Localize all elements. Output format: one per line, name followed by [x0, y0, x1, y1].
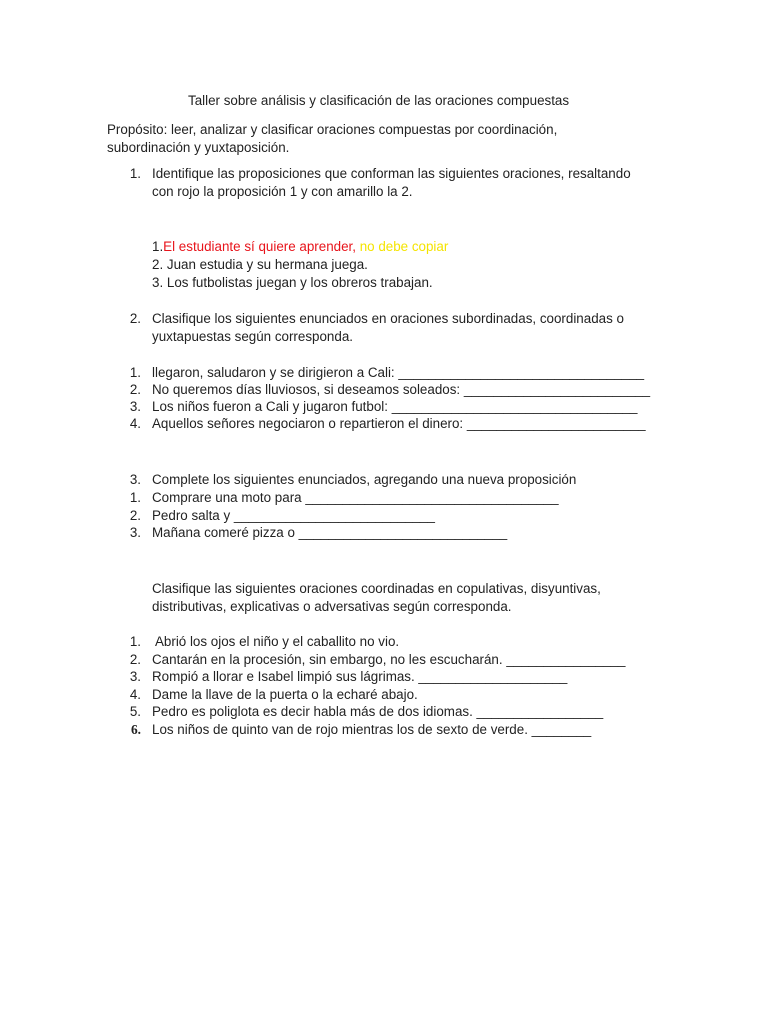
- purpose-line-2: subordinación y yuxtaposición.: [107, 140, 290, 155]
- section-3-item: Mañana comeré pizza o ____________________________: [152, 525, 508, 540]
- purpose-line-1: Propósito: leer, analizar y clasificar oraciones compuestas por coordinación,: [107, 122, 558, 137]
- section-4-item: Cantarán en la procesión, sin embargo, no les escucharán. ________________: [152, 652, 626, 667]
- section-3-item-number: 1.: [129, 490, 141, 505]
- example-1: [152, 238, 448, 256]
- section-2-instruction-line-1: Clasifique los siguientes enunciados en oraciones subordinadas, coordinadas o: [152, 311, 624, 326]
- section-4-item-number: 3.: [129, 669, 141, 684]
- example-1-number: 1.: [152, 239, 164, 254]
- section-2-instruction-line-2: yuxtapuestas según corresponda.: [152, 329, 353, 344]
- section-2-item-number: 3.: [129, 399, 141, 414]
- section-2-item-number: 4.: [129, 416, 141, 431]
- section-3-item: Comprare una moto para __________________________________: [152, 490, 559, 505]
- document-title: Taller sobre análisis y clasificación de las oraciones compuestas: [188, 93, 570, 108]
- section-1-instruction-line-1: Identifique las proposiciones que conforman las siguientes oraciones, resaltando: [152, 166, 631, 181]
- section-3-item: Pedro salta y ___________________________: [152, 508, 435, 523]
- section-4-item-number: 1.: [129, 634, 141, 649]
- section-4-item: Dame la llave de la puerta o la echaré abajo.: [152, 687, 418, 702]
- section-3-instruction: Complete los siguientes enunciados, agregando una nueva proposición: [152, 472, 577, 487]
- section-4-item-number: 6.: [130, 722, 141, 737]
- section-4-instruction-line-2: distributivas, explicativas o adversativas según corresponda.: [152, 599, 512, 614]
- section-1-instruction-line-2: con rojo la proposición 1 y con amarillo la 2.: [152, 184, 413, 199]
- section-3-item-number: 3.: [129, 525, 141, 540]
- example-3: 3. Los futbolistas juegan y los obreros trabajan.: [152, 275, 433, 290]
- section-4-item: Los niños de quinto van de rojo mientras los de sexto de verde. ________: [152, 722, 592, 737]
- section-2-number: 2.: [129, 311, 141, 326]
- section-1-number: 1.: [129, 166, 141, 181]
- section-3-item-number: 2.: [129, 508, 141, 523]
- section-2-item: Aquellos señores negociaron o repartieron el dinero: ________________________: [152, 416, 646, 431]
- section-2-item-number: 2.: [129, 382, 141, 397]
- section-4-item: Rompió a llorar e Isabel limpió sus lágrimas. ____________________: [152, 669, 568, 684]
- example-2: 2. Juan estudia y su hermana juega.: [152, 257, 368, 272]
- example-1-proposition-1: El estudiante sí quiere aprender,: [163, 239, 356, 254]
- section-3-number: 3.: [129, 472, 141, 487]
- section-4-item: Abrió los ojos el niño y el caballito no vio.: [152, 634, 400, 649]
- section-2-item-number: 1.: [129, 365, 141, 380]
- section-4-item-number: 4.: [129, 687, 141, 702]
- section-2-item: llegaron, saludaron y se dirigieron a Cali: _________________________________: [152, 365, 645, 380]
- section-4-instruction-line-1: Clasifique las siguientes oraciones coordinadas en copulativas, disyuntivas,: [152, 581, 601, 596]
- section-2-item: Los niños fueron a Cali y jugaron futbol: _________________________________: [152, 399, 638, 414]
- example-1-proposition-2: no debe copiar: [355, 239, 449, 254]
- section-2-item: No queremos días lluviosos, si deseamos soleados: _________________________: [152, 382, 651, 397]
- section-4-item-number: 2.: [129, 652, 141, 667]
- section-4-item-number: 5.: [129, 704, 141, 719]
- section-4-item: Pedro es poliglota es decir habla más de dos idiomas. _________________: [152, 704, 604, 719]
